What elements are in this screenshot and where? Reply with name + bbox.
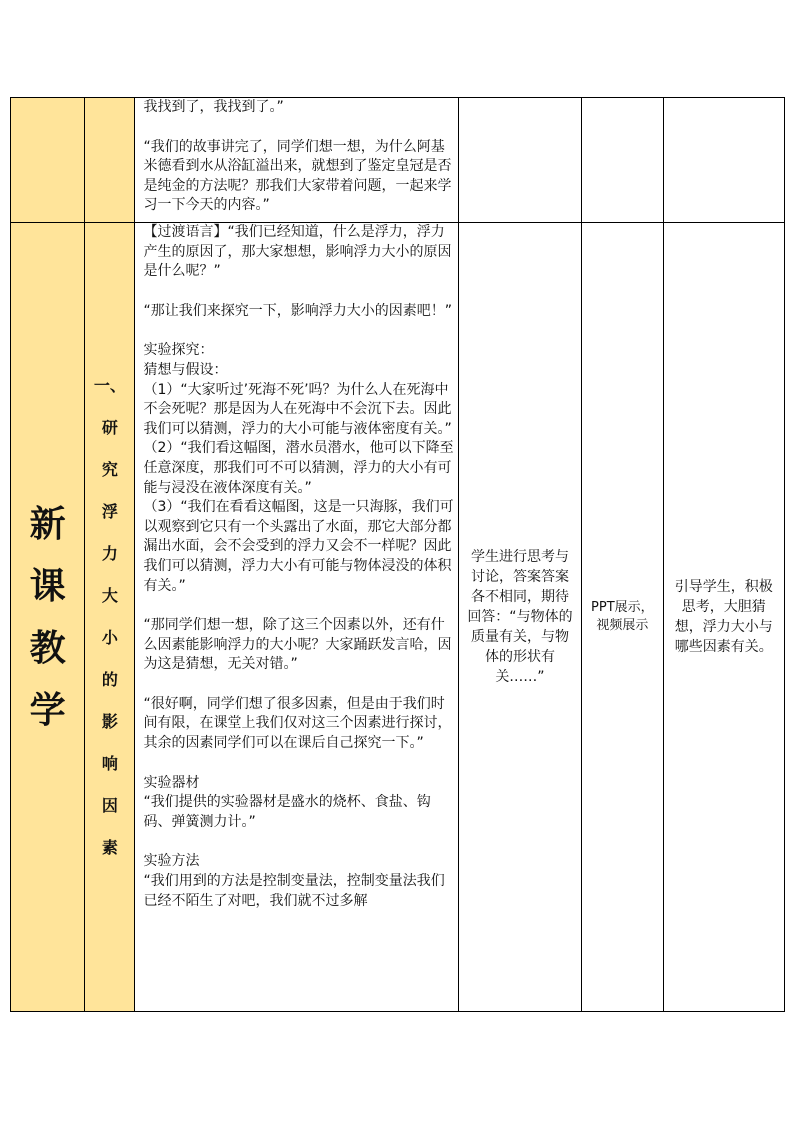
content-cell: [135, 98, 458, 223]
section-title: [11, 223, 84, 1011]
paragraph: “很好啊，同学们想了很多因素，但是由于我们时间有限，在课堂上我们仅对这三个因素进行探讨，其余的因素同学们可以在课后自己探究一下。”: [143, 695, 452, 752]
media-cell: [582, 223, 663, 1012]
blank-line: [143, 282, 453, 302]
lesson-plan-table: [10, 97, 785, 1012]
paragraph: 猜想与假设：: [143, 361, 228, 378]
student-activity-text: 学生进行思考与讨论，答案答案各不相同，期待回答：“与物体的质量有关，与物体的形状有关……”: [467, 549, 573, 685]
subsection-title: [85, 223, 134, 1011]
subsection-title-char: 的: [101, 670, 118, 689]
student-activity-cell: [458, 98, 581, 223]
blank-line: [143, 832, 453, 852]
subsection-cell: [85, 223, 135, 1012]
section-cell: [11, 98, 85, 223]
blank-line: [143, 675, 453, 695]
subsection-title-char: 究: [101, 460, 118, 479]
section-title-char: 课: [29, 565, 66, 607]
subsection-title-char: 浮: [101, 502, 118, 521]
paragraph: “那让我们来探究一下，影响浮力大小的因素吧！”: [143, 302, 452, 319]
content-cell: [135, 223, 458, 1012]
subsection-title-char: 影: [101, 712, 118, 731]
intent-cell: [663, 223, 785, 1012]
subsection-title-char: 响: [101, 754, 118, 773]
section-cell: [11, 223, 85, 1012]
paragraph: “那同学们想一想，除了这三个因素以外，还有什么因素能影响浮力的大小呢？大家踊跃发言哈，因为这是猜想，无关对错。”: [143, 617, 452, 673]
subsection-title-char: 一、: [93, 376, 126, 395]
paragraph: 实验方法: [143, 853, 200, 870]
subsection-title-char: 力: [101, 544, 118, 563]
subsection-title-char: 素: [101, 838, 118, 857]
table-row: [11, 98, 785, 223]
teacher-activity-text: [135, 223, 457, 911]
blank-line: [143, 754, 453, 774]
paragraph: “我们提供的实验器材是盛水的烧杯、食盐、钩码、弹簧测力计。”: [143, 794, 431, 830]
section-title-char: 学: [29, 689, 66, 731]
paragraph: 我找到了，我找到了。”: [143, 99, 284, 115]
subsection-title-char: 小: [101, 628, 118, 647]
paragraph: 【过渡语言】“我们已经知道，什么是浮力，浮力产生的原因了，那大家想想，影响浮力大小的原因是什么呢？”: [143, 224, 452, 280]
subsection-cell: [85, 98, 135, 223]
subsection-title-char: 因: [101, 796, 118, 815]
section-title-char: 新: [29, 503, 66, 545]
design-intent-text: 引导学生，积极思考，大胆猜想，浮力大小与哪些因素有关。: [674, 579, 773, 655]
blank-line: [143, 321, 453, 341]
media-text: PPT展示，视频展示: [591, 600, 654, 633]
paragraph: “我们用到的方法是控制变量法，控制变量法我们已经不陌生了对吧，我们就不过多解: [143, 873, 445, 909]
paragraph: （1）“大家听过’死海不死’吗？为什么人在死海中不会死呢？那是因为人在死海中不会沉下去。因此我们可以猜测，浮力的大小可能与液体密度有关。”: [143, 381, 452, 437]
media-cell: [582, 98, 663, 223]
blank-line: [143, 118, 453, 138]
paragraph: （3）“我们在看看这幅图，这是一只海豚，我们可以观察到它只有一个头露出了水面，那它大部分都漏出水面，会不会受到的浮力又会不一样呢？因此我们可以猜测，浮力大小有可能与物体浸没的体积有关。”: [143, 499, 454, 594]
section-title-char: 教: [29, 627, 66, 669]
teacher-activity-text: [135, 98, 457, 216]
intent-cell: [663, 98, 785, 223]
subsection-title-char: 大: [101, 586, 118, 605]
table-row: [11, 223, 785, 1012]
paragraph: 实验器材: [143, 774, 200, 791]
paragraph: （2）“我们看这幅图，潜水员潜水，他可以下降至任意深度，那我们可不可以猜测，浮力的大小有可能与浸没在液体深度有关。”: [143, 440, 454, 496]
subsection-title-char: 研: [101, 418, 118, 437]
paragraph: 实验探究：: [143, 342, 214, 359]
blank-line: [143, 596, 453, 616]
student-activity-cell: [458, 223, 581, 1012]
paragraph: “我们的故事讲完了，同学们想一想，为什么阿基米德看到水从浴缸溢出来，就想到了鉴定皇冠是否是纯金的方法呢？那我们大家带着问题，一起来学习一下今天的内容。”: [143, 138, 452, 214]
